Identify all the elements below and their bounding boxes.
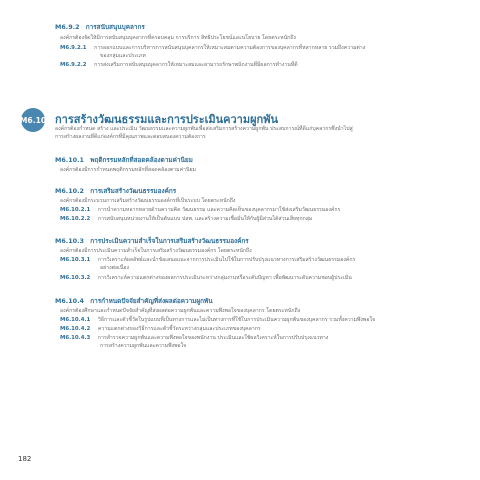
section-title: การเสริมสร้างวัฒนธรรมองค์กร: [90, 187, 177, 195]
item-code: M6.9.2.2: [60, 62, 87, 68]
section-badge: M6.10: [21, 108, 45, 132]
section-intro: องค์กรต้องศึกษาและกำหนดปัจจัยสำคัญที่ส่งผลต่อความผูกพันและความพึงพอใจของบุคลากร โดยตระหนักถึง: [60, 308, 301, 314]
item-text: การสำรวจความผูกพันและความพึงพอใจของพนักงาน ประเมินและใช้ผลวิเคราะห์ในการปรับปรุงแนวทาง: [97, 335, 329, 341]
section-intro-line-1: องค์กรต้องกำหนด สร้าง และประเมิน วัฒนธรรมและความผูกพันเพื่อส่งเสริมการสร้างความผูกพัน ประสบการณ์ที่ดีแก่บุคลากรซึ่งนำไปสู่: [55, 126, 353, 132]
item-text: วิธีการและตัวชี้วัดในรูปแบบที่เป็นทางการและไม่เป็นทางการที่ใช้ในการประเมินความผูกพันของบุคลากร รวมทั้งความพึงพอใจ: [97, 317, 376, 323]
list-item: [60, 206, 340, 214]
item-code: M6.9.2.1: [60, 45, 87, 51]
item-text: การสนับสนุนหน่วยงานให้เป็นต้นแบบ ปสพ. และสร้างความเชื่อมั่นให้กับผู้มีส่วนได้ส่วนเสียทุกกลุ่ม: [97, 216, 313, 222]
list-item: [60, 316, 375, 324]
list-item: [60, 274, 352, 282]
section-m6102-heading: [55, 186, 176, 196]
item-text: การออกแบบและการบริหารการสนับสนุนบุคลากรให้เหมาะสมตามความต้องการของบุคลากรที่หลากหลาย รวมถึงความต่าง: [94, 45, 366, 51]
list-item: [60, 215, 312, 223]
list-item: [60, 61, 298, 69]
section-m6101-heading: [55, 155, 193, 165]
section-code: M6.10.1: [55, 156, 85, 164]
section-code: M6.9.2: [55, 23, 80, 31]
section-title: การกำหนดปัจจัยสำคัญที่ส่งผลต่อความผูกพัน: [90, 297, 213, 305]
item-text: การนำความหลากหลายด้านความคิด วัฒนธรรม และความคิดเห็นของบุคลากรมาใช้ส่งเสริมวัฒนธรรมองค์กร: [97, 207, 341, 213]
list-item: [60, 44, 365, 52]
section-intro: องค์กรต้องมีการกำหนดพฤติกรรมหลักที่สอดคล้องตามค่านิยม: [60, 167, 196, 173]
item-text-cont: การสร้างความผูกพันและความพึงพอใจ: [100, 343, 187, 349]
page-number: 182: [18, 455, 32, 463]
item-code: M6.10.2.1: [60, 207, 91, 213]
section-title: การสนับสนุนบุคลากร: [85, 23, 145, 31]
item-text: ความแตกต่างของวิธีการและตัวชี้วัดระหว่างกลุ่มและประเภทของบุคลากร: [97, 326, 261, 332]
item-text: การส่งเสริมการสนับสนุนบุคลากรให้เหมาะสมและสามารถรักษาพนักงานที่มีผลการทำงานที่ดี: [94, 62, 298, 68]
item-code: M6.10.3.2: [60, 275, 91, 281]
item-text: การวิเคราะห์ผลลัพธ์และนำข้อเสนอแนะจากการประเมินไปใช้ในการปรับปรุงแนวทางการเสริมสร้างวัฒนธรรมองค์กร: [97, 257, 356, 263]
section-m6104-heading: [55, 296, 213, 306]
section-intro: องค์กรต้องจัดให้มีการสนับสนุนบุคลากรที่ครอบคลุม การบริการ สิทธิประโยชน์และนโยบาย โดยตระหนักถึง: [60, 35, 296, 41]
item-code: M6.10.2.2: [60, 216, 91, 222]
list-item: [60, 325, 261, 333]
section-code: M6.10.4: [55, 297, 85, 305]
section-title: พฤติกรรมหลักที่สอดคล้องตามค่านิยม: [90, 156, 193, 164]
section-m6103-heading: [55, 236, 249, 246]
section-code: M6.10.2: [55, 187, 85, 195]
section-title: การประเมินความสำเร็จในการเสริมสร้างวัฒนธรรมองค์กร: [90, 237, 249, 245]
section-title: การสร้างวัฒนธรรมและการประเมินความผูกพัน: [55, 113, 278, 126]
section-code: M6.10.3: [55, 237, 85, 245]
item-code: M6.10.4.2: [60, 326, 91, 332]
item-code: M6.10.3.1: [60, 257, 91, 263]
item-text-cont: อย่างต่อเนื่อง: [100, 265, 130, 271]
item-text: การวิเคราะห์ความแตกต่างของผลการประเมินระหว่างกลุ่มงานหรือระดับปัญหา เพื่อพัฒนาระดับความชอบผู้ประเมิน: [97, 275, 352, 281]
section-intro: องค์กรต้องมีการประเมินความสำเร็จในการเสริมสร้างวัฒนธรรมองค์กร โดยตระหนักถึง: [60, 248, 252, 254]
item-text-cont: ของกลุ่มและประเภท: [100, 53, 146, 59]
list-item: [60, 256, 355, 264]
item-code: M6.10.4.1: [60, 317, 91, 323]
section-intro: องค์กรต้องมีกระบวนการเสริมสร้างวัฒนธรรมองค์กรที่เป็นระบบ โดยตระหนักถึง: [60, 198, 236, 204]
list-item: [60, 334, 328, 342]
section-m692-heading: [55, 22, 145, 32]
section-intro-line-2: การสร้างผลงานที่ดีแก่องค์กรที่มีคุณภาพและตอบสนองความต้องการ: [55, 134, 206, 140]
item-code: M6.10.4.3: [60, 335, 91, 341]
